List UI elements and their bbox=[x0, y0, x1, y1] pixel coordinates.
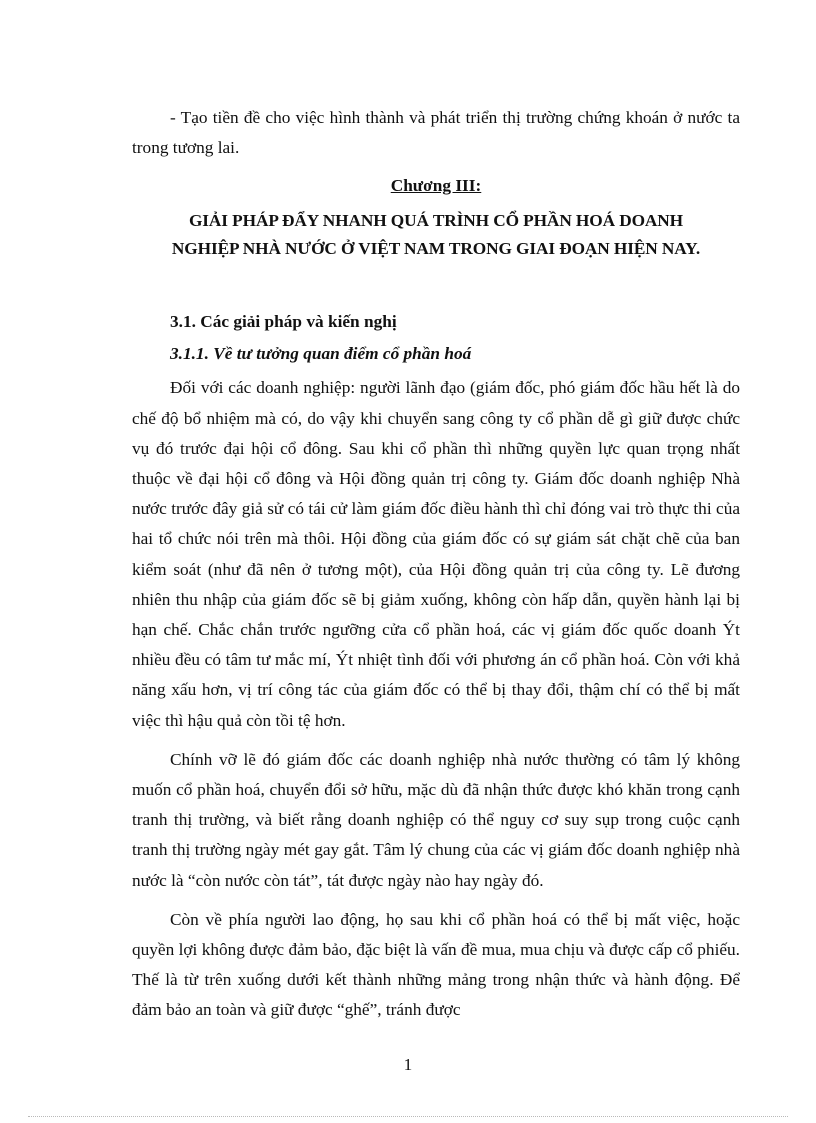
chapter-title-line-2: NGHIỆP NHÀ NƯỚC Ở VIỆT NAM TRONG GIAI ĐOẠN HIỆN NAY. bbox=[171, 239, 701, 259]
section-heading: 3.1. Các giải pháp và kiến nghị bbox=[170, 312, 397, 332]
body-paragraph-3: Còn về phía người lao động, họ sau khi cổ phần hoá có thể bị mất việc, hoặc quyền lợi không được đảm bảo, đặc biệt là vấn đề mua, mua chịu và được cấp cổ phiếu. Thế là từ trên xuống dưới kết thành những mảng trong nhận thức và hành động. Để đảm bảo an toàn và giữ được “ghế”, tránh được bbox=[132, 909, 740, 1020]
body-paragraph-2: Chính vỡ lẽ đó giám đốc các doanh nghiệp nhà nước thường có tâm lý không muốn cổ phần hoá, chuyển đổi sở hữu, mặc dù đã nhận thức được khó khăn trong cạnh tranh thị trường, và biết rằng doanh nghiệp có thể nguy cơ suy sụp trong cuộc cạnh tranh thị trường ngày mét gay gắt. Tâm lý chung của các vị giám đốc doanh nghiệp nhà nước là “còn nước còn tát”, tát được ngày nào hay ngày đó. bbox=[132, 749, 740, 890]
chapter-title bbox=[132, 207, 740, 263]
intro-paragraph: - Tạo tiền đề cho việc hình thành và phát triển thị trường chứng khoán ở nước ta trong tương lai. bbox=[132, 108, 740, 158]
page-number: 1 bbox=[403, 1055, 413, 1074]
body-paragraph-1: Đối với các doanh nghiệp: người lãnh đạo (giám đốc, phó giám đốc hầu hết là do chế độ bổ nhiệm mà có, do vậy khi chuyển sang công ty cổ phần dễ gì giữ được chức vụ đó trước đại hội cổ đông. Sau khi cổ phần thì những quyền lực quan trọng nhất thuộc về đại hội cổ đông và Hội đồng quản trị công ty. Giám đốc doanh nghiệp Nhà nước trước đây giả sử có tái cử làm giám đốc điều hành thì chỉ đóng vai trò thực thi của hai tổ chức nói trên mà thôi. Hội đồng của giám đốc có sự giám sát chặt chẽ của ban kiểm soát (như đã nên ở tương một), của Hội đồng quản trị của công ty. Lẽ đương nhiên thu nhập của giám đốc sẽ bị giảm xuống, không còn hấp dẫn, quyền hành lại bị hạn chế. Chắc chắn trước ngưỡng cửa cổ phần hoá, các vị giám đốc quốc doanh Ýt nhiều đều có tâm tư mắc mí, Ýt nhiệt tình đối với phương án cổ phần hoá. Còn với khả năng xấu hơn, vị trí công tác của giám đốc có thể bị thay đổi, thậm chí có thể bị mất việc thì hậu quả còn tồi tệ hơn. bbox=[132, 378, 740, 730]
chapter-title-line-1: GIẢI PHÁP ĐẨY NHANH QUÁ TRÌNH CỔ PHẦN HOÁ DOANH bbox=[188, 211, 684, 231]
chapter-label-text: Chương III: bbox=[390, 176, 482, 196]
page-footer-divider bbox=[28, 1116, 788, 1117]
subsection-heading: 3.1.1. Về tư tưởng quan điểm cổ phần hoá bbox=[170, 344, 472, 364]
page-content bbox=[132, 103, 740, 1026]
chapter-label bbox=[132, 173, 740, 199]
